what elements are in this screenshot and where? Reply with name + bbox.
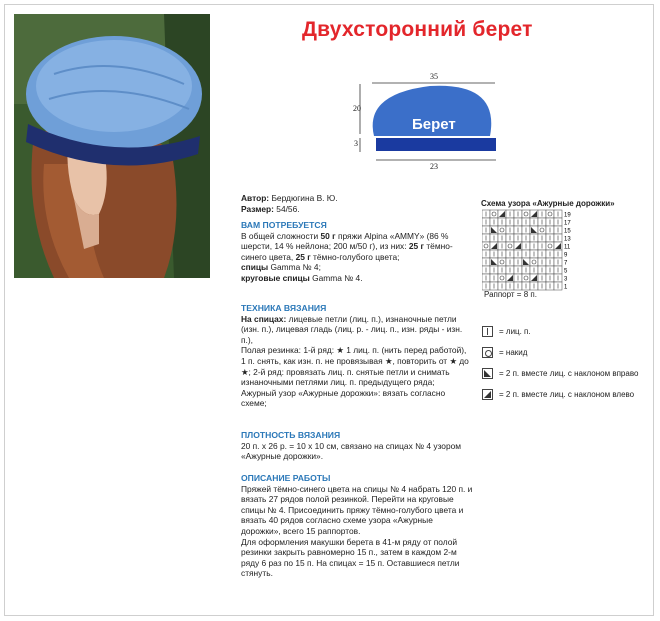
row-number: 15 bbox=[564, 228, 571, 235]
diagram-label: Берет bbox=[412, 116, 456, 133]
materials-text-4: тёмно-голубого цвета; bbox=[310, 251, 400, 262]
technique-needles-text: лицевые петли (лиц. п.), изнаночные петли (изн. п.), лицевая гладь (лиц. р. - лиц. п., изн. ряды - изн. п.), bbox=[241, 313, 463, 345]
chart-cell bbox=[506, 242, 514, 250]
pattern-chart bbox=[482, 209, 572, 296]
row-number: 11 bbox=[564, 244, 571, 251]
work-paragraph-2: Для оформления макушки берета в 41-м ряду от полой резинки закрыть равномерно 15 п., затем в каждом 2-м ряду 6 раз по 15 п. На спицах = 15 п. Оставшиеся петли стянуть. bbox=[241, 536, 460, 579]
chart-cell bbox=[546, 210, 554, 218]
chart-cell bbox=[522, 274, 530, 282]
chart-cell bbox=[490, 210, 498, 218]
work-heading: ОПИСАНИЕ РАБОТЫ bbox=[241, 473, 331, 483]
materials-amount-3: 25 г bbox=[295, 251, 311, 262]
work-section bbox=[241, 473, 473, 579]
yarn-over-icon bbox=[482, 347, 493, 358]
materials-amount-2: 25 г bbox=[408, 241, 424, 252]
size-label: Размер: bbox=[241, 203, 274, 214]
author-value: Бердюгина В. Ю. bbox=[271, 193, 338, 203]
technique-heading: ТЕХНИКА ВЯЗАНИЯ bbox=[241, 303, 327, 313]
page-title: Двухсторонний берет bbox=[302, 18, 533, 41]
row-number: 19 bbox=[564, 212, 571, 219]
legend-yarn-over bbox=[482, 347, 527, 358]
circular-needles-label: круговые спицы bbox=[241, 272, 310, 283]
right-decrease-icon bbox=[482, 368, 493, 379]
beret-photo bbox=[14, 14, 210, 278]
materials-amount: 50 г bbox=[320, 230, 336, 241]
lace-description: Ажурный узор «Ажурные дорожки»: вязать согласно схеме; bbox=[241, 387, 446, 409]
beret-schematic bbox=[350, 72, 510, 172]
materials-text-2: пряжи Alpina «AMMY» (86 % шерсти, 14 % нейлона; 200 м/50 г), из них: bbox=[241, 230, 449, 252]
chart-cell bbox=[498, 258, 506, 266]
chart-cell bbox=[522, 210, 530, 218]
legend-right-decrease bbox=[482, 368, 638, 379]
chart-cell bbox=[482, 242, 490, 250]
technique-section bbox=[241, 303, 473, 409]
materials-heading: ВАМ ПОТРЕБУЕТСЯ bbox=[241, 220, 327, 230]
dim-bottom: 23 bbox=[430, 162, 438, 171]
gauge-section bbox=[241, 430, 473, 462]
dim-top: 35 bbox=[430, 72, 438, 81]
knit-stitch-icon bbox=[482, 326, 493, 337]
legend-text: = 2 п. вместе лиц. с наклоном влево bbox=[499, 390, 635, 399]
dim-side: 20 bbox=[353, 104, 361, 113]
chart-cell bbox=[498, 274, 506, 282]
legend-text: = накид bbox=[499, 348, 528, 357]
row-number: 1 bbox=[564, 284, 568, 291]
author-label: Автор: bbox=[241, 193, 270, 203]
needles-value: Gamma № 4; bbox=[268, 262, 321, 273]
work-paragraph-1: Пряжей тёмно-синего цвета на спицы № 4 набрать 120 п. и вязать 27 рядов полой резинкой. Перейти на круговые спицы № 4. Присоединить пряжу тёмно-голубого цвета и вязать 40 рядов согласно схеме узора «Ажурные дорожки», всего 15 раппортов. bbox=[241, 483, 473, 536]
materials-section bbox=[241, 220, 473, 284]
row-number: 9 bbox=[564, 252, 568, 259]
chart-cell bbox=[546, 242, 554, 250]
chart-cell bbox=[538, 226, 546, 234]
circular-needles-value: Gamma № 4. bbox=[309, 272, 363, 283]
materials-text-3: тёмно-синего цвета, bbox=[241, 241, 453, 262]
technique-needles-label: На спицах: bbox=[241, 313, 287, 324]
chart-cell bbox=[530, 258, 538, 266]
size-value: 54/56. bbox=[276, 203, 300, 214]
legend-left-decrease bbox=[482, 389, 634, 400]
legend-knit bbox=[482, 326, 531, 337]
legend-text: = 2 п. вместе лиц. с наклоном вправо bbox=[499, 369, 639, 378]
row-number: 13 bbox=[564, 236, 571, 243]
row-number: 7 bbox=[564, 260, 568, 267]
row-number: 3 bbox=[564, 276, 568, 283]
left-decrease-icon bbox=[482, 389, 493, 400]
materials-text: В общей сложности bbox=[241, 230, 321, 241]
chart-title: Схема узора «Ажурные дорожки» bbox=[481, 199, 615, 208]
legend-text: = лиц. п. bbox=[499, 327, 531, 336]
row-number: 17 bbox=[564, 220, 571, 227]
gauge-heading: ПЛОТНОСТЬ ВЯЗАНИЯ bbox=[241, 430, 341, 440]
gauge-text: 20 п. х 26 р. = 10 х 10 см, связано на спицах № 4 узором «Ажурные дорожки». bbox=[241, 440, 462, 462]
needles-label: спицы bbox=[241, 262, 269, 273]
row-number: 5 bbox=[564, 268, 568, 275]
dim-band: 3 bbox=[354, 139, 358, 148]
rapport-label: Раппорт = 8 п. bbox=[484, 290, 537, 299]
info-block bbox=[241, 193, 473, 214]
rib-description: Полая резинка: 1-й ряд: ★ 1 лиц. п. (нить перед работой), 1 п. снять, как изн. п. не провязывая ★, повторить от ★ до ★; 2-й ряд: провязать лиц. п. снятые петли и снимать изнаночными петлями лиц. п. предыдущего ряда; bbox=[241, 345, 469, 388]
chart-cell bbox=[498, 226, 506, 234]
